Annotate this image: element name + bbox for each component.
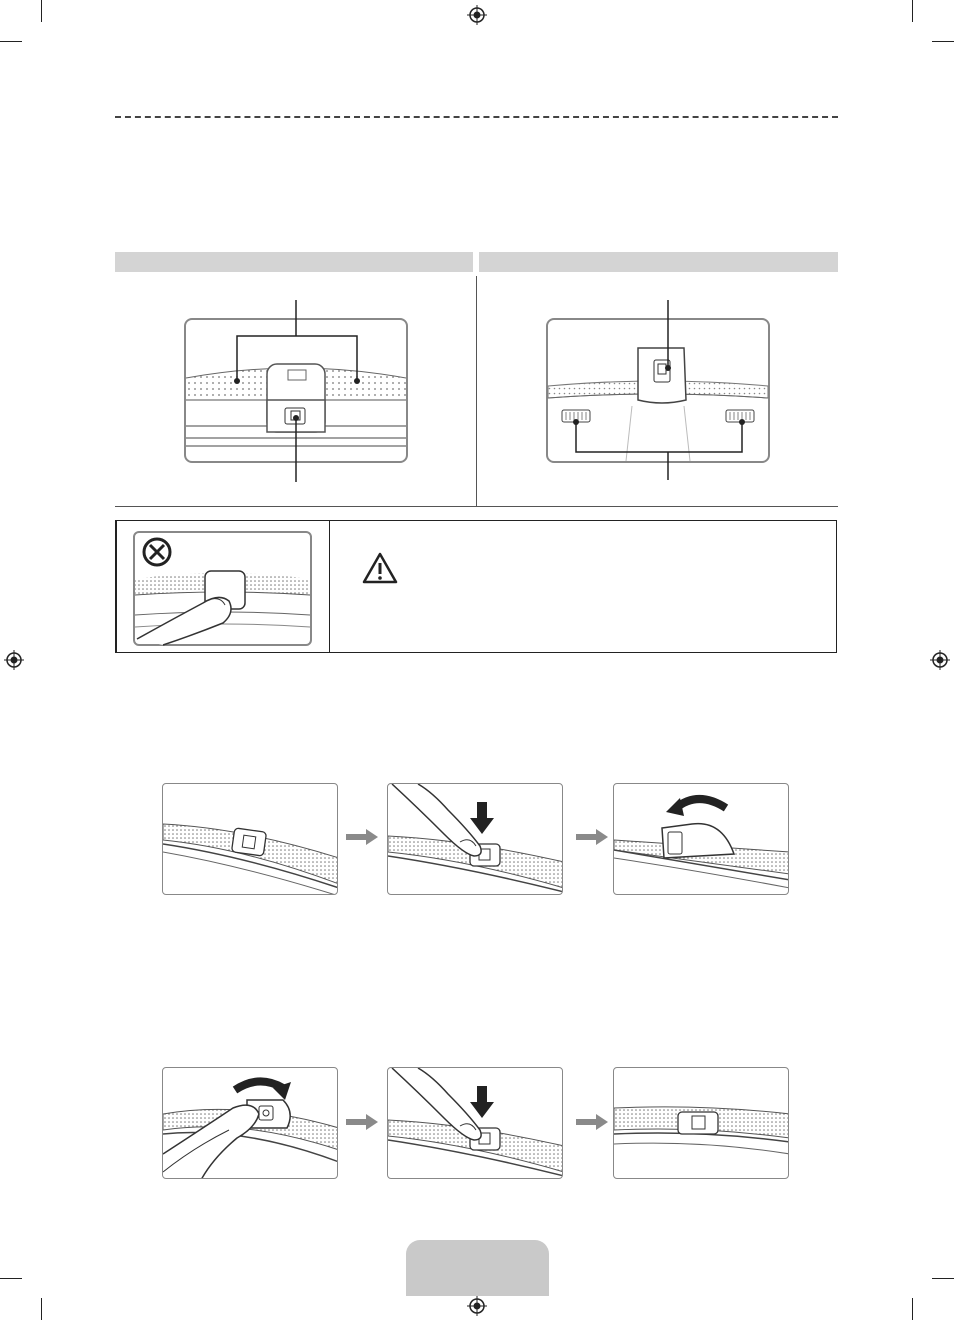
crop-mark [912, 0, 913, 22]
step-finger-press-close [387, 1067, 563, 1179]
table-header-right [479, 252, 838, 272]
step-camera-closed-final [613, 1067, 789, 1179]
registration-mark-icon [467, 1296, 487, 1316]
crop-mark [41, 1298, 42, 1320]
right-arrow-icon [576, 1114, 608, 1130]
crop-mark [912, 1298, 913, 1320]
step-finger-fold [162, 1067, 338, 1179]
step-camera-closed [162, 783, 338, 895]
crop-mark [0, 1278, 22, 1279]
caution-box-divider [329, 521, 330, 652]
registration-mark-icon [467, 5, 487, 25]
registration-mark-icon [930, 650, 950, 670]
crop-mark [41, 0, 42, 22]
crop-mark [0, 41, 22, 42]
right-arrow-icon [346, 829, 378, 845]
table-header-left [115, 252, 473, 272]
table-column-divider [476, 276, 477, 506]
page-number-tab [406, 1240, 549, 1296]
right-arrow-icon [346, 1114, 378, 1130]
camera-open-diagram [542, 296, 774, 484]
step-finger-press [387, 783, 563, 895]
crop-mark [932, 1278, 954, 1279]
crop-mark [932, 41, 954, 42]
registration-mark-icon [4, 650, 24, 670]
step-camera-popped-up [613, 783, 789, 895]
table-bottom-rule [115, 506, 838, 507]
camera-closed-diagram [180, 296, 412, 484]
prohibited-action-diagram [133, 531, 313, 647]
right-arrow-icon [576, 829, 608, 845]
section-divider [115, 116, 838, 118]
warning-triangle-icon [361, 551, 399, 585]
